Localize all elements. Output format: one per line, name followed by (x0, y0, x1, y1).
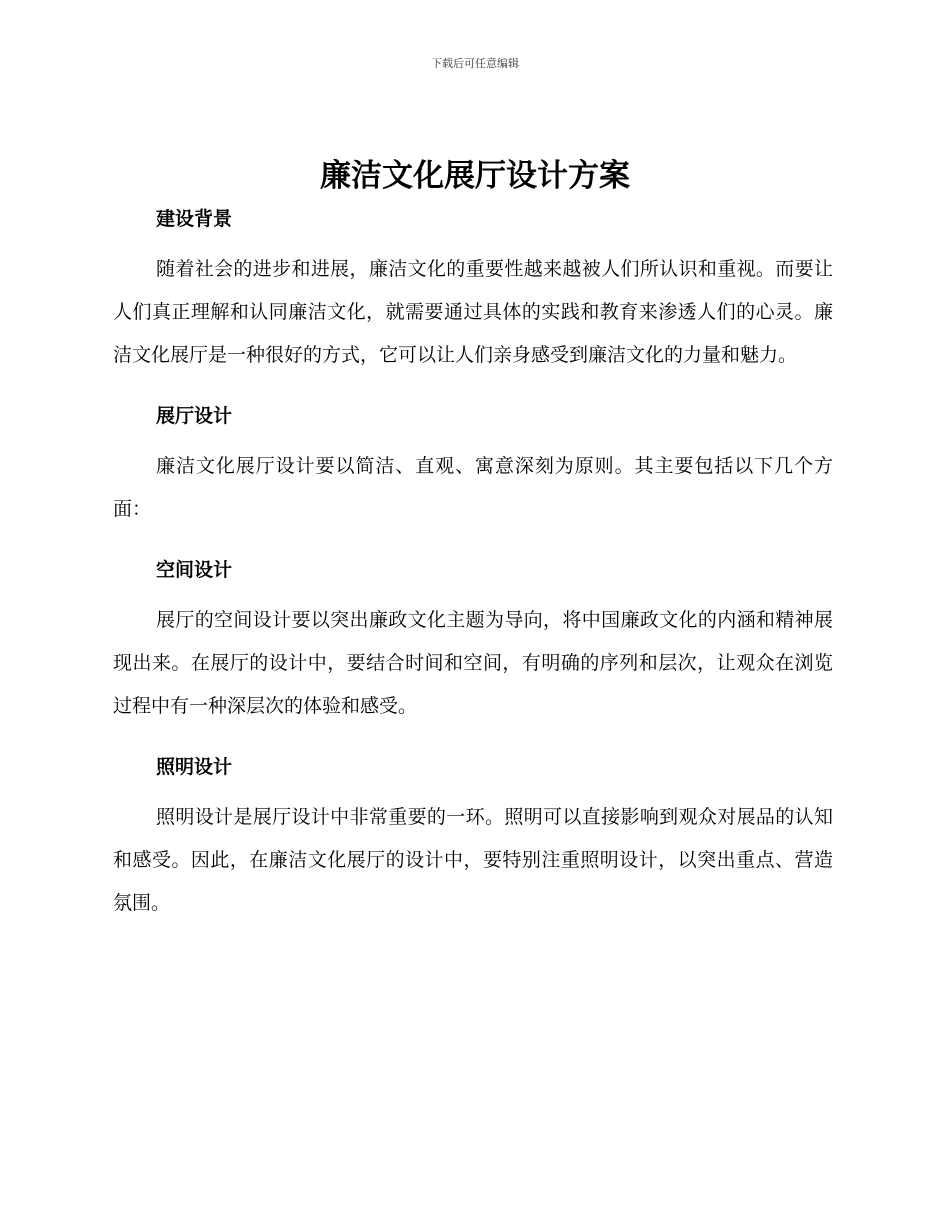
section-heading-hall-design: 展厅设计 (156, 405, 233, 427)
section-paragraph-hall-design: 廉洁文化展厅设计要以简洁、直观、寓意深刻为原则。其主要包括以下几个方面： (113, 455, 833, 520)
section-paragraph-lighting-design: 照明设计是展厅设计中非常重要的一环。照明可以直接影响到观众对展品的认知和感受。因此，在廉洁文化展厅的设计中，要特别注重照明设计，以突出重点、营造氛围。 (113, 806, 833, 914)
document-body (113, 200, 833, 925)
header-note: 下载后可任意编辑 (431, 57, 519, 70)
section-heading-space-design: 空间设计 (156, 559, 233, 581)
section-heading-lighting-design: 照明设计 (156, 756, 233, 778)
section-paragraph-background: 随着社会的进步和进展，廉洁文化的重要性越来越被人们所认识和重视。而要让人们真正理解和认同廉洁文化，就需要通过具体的实践和教育来渗透人们的心灵。廉洁文化展厅是一种很好的方式，它可以让人们亲身感受到廉洁文化的力量和魅力。 (113, 258, 833, 366)
document-title: 廉洁文化展厅设计方案 (320, 158, 630, 194)
section-paragraph-space-design: 展厅的空间设计要以突出廉政文化主题为导向，将中国廉政文化的内涵和精神展现出来。在展厅的设计中，要结合时间和空间，有明确的序列和层次，让观众在浏览过程中有一种深层次的体验和感受。 (113, 609, 833, 717)
section-heading-background: 建设背景 (156, 208, 233, 230)
